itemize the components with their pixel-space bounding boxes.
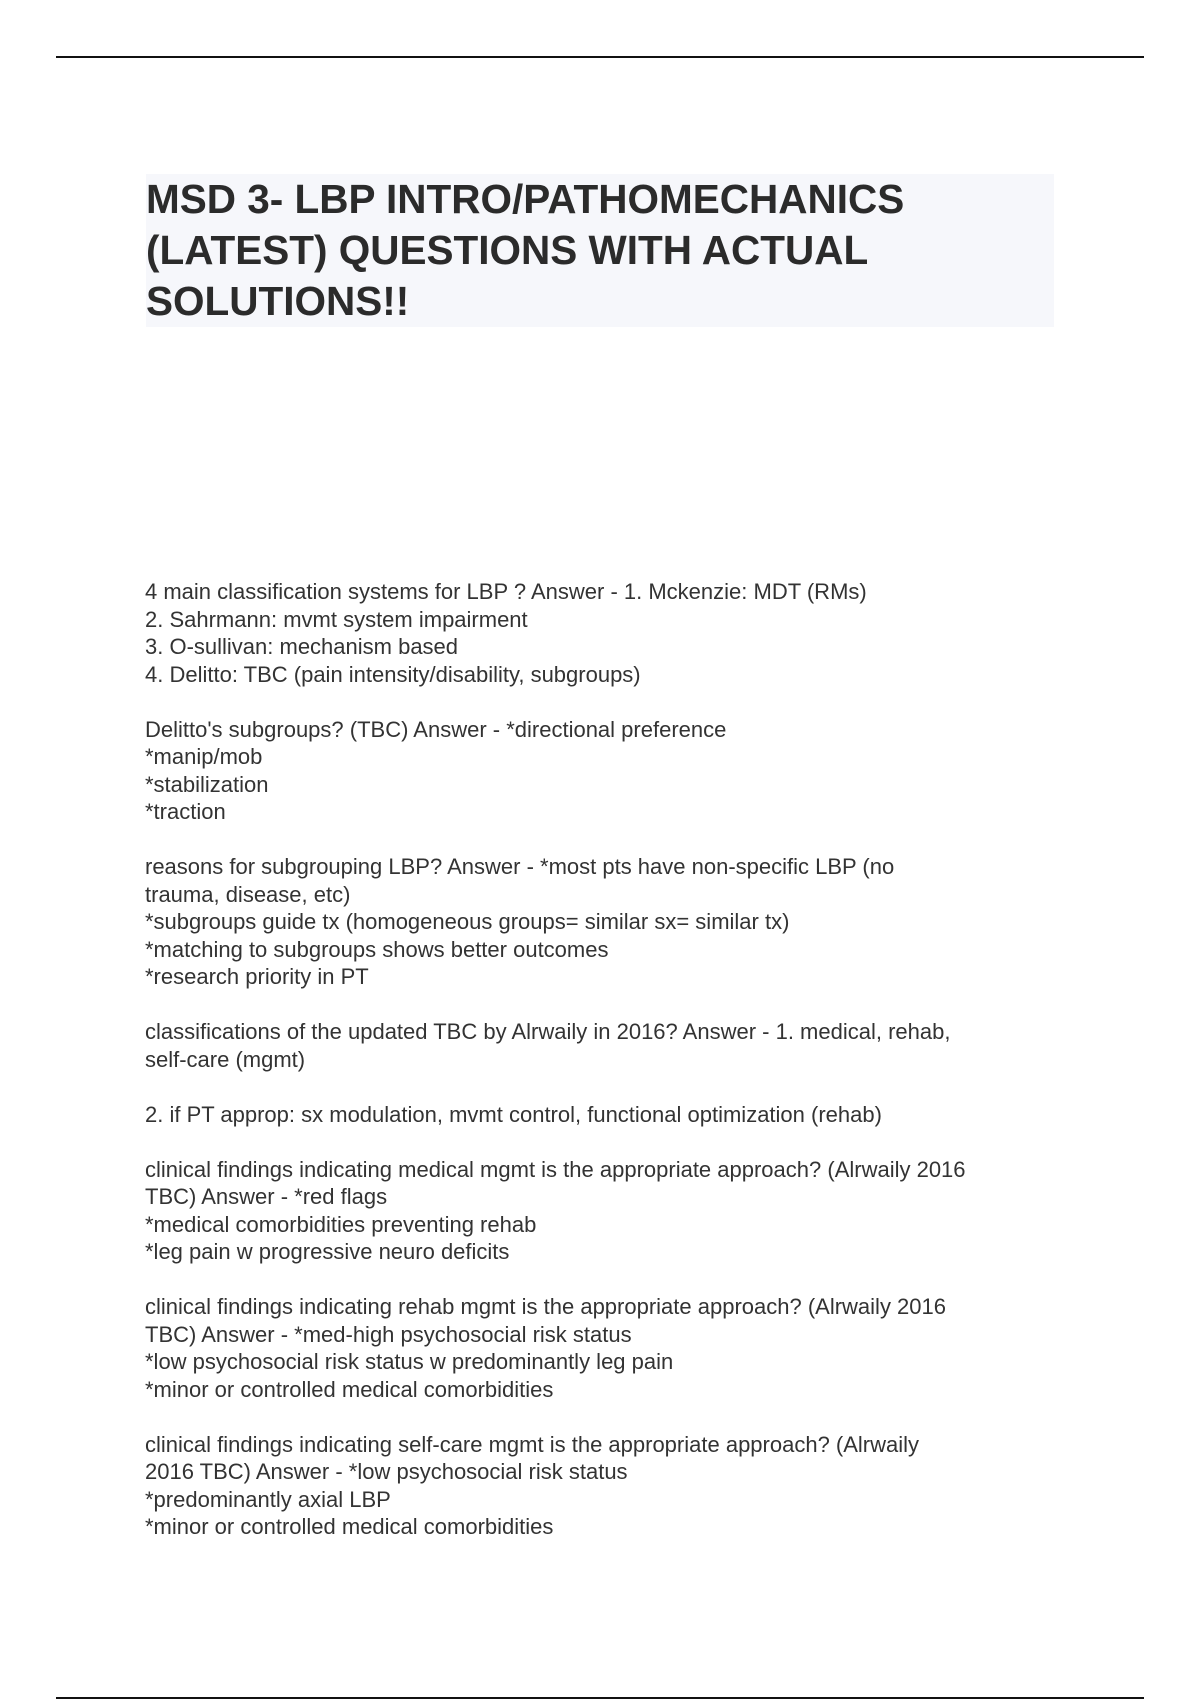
qa-line: *stabilization xyxy=(145,771,269,797)
qa-line: clinical findings indicating rehab mgmt is the appropriate approach? (Alrwaily 2016 xyxy=(145,1294,946,1319)
title-line: SOLUTIONS!! xyxy=(146,278,410,324)
qa-line: TBC) Answer - *red flags xyxy=(145,1184,388,1209)
qa-line: *traction xyxy=(145,799,226,824)
qa-line: *predominantly axial LBP xyxy=(145,1486,391,1512)
qa-line: trauma, disease, etc) xyxy=(145,881,351,907)
qa-line: clinical findings indicating medical mgmt is the appropriate approach? (Alrwaily 2016 xyxy=(145,1156,966,1182)
qa-item xyxy=(145,578,1085,688)
qa-line: *manip/mob xyxy=(145,744,263,769)
document-title xyxy=(146,174,1054,327)
qa-item xyxy=(145,1431,1085,1541)
qa-line: clinical findings indicating self-care mgmt is the appropriate approach? (Alrwaily xyxy=(145,1431,920,1457)
title-line: MSD 3- LBP INTRO/PATHOMECHANICS xyxy=(146,176,905,222)
qa-line: 4 main classification systems for LBP ? Answer - 1. Mckenzie: MDT (RMs) xyxy=(145,579,867,604)
qa-line: *subgroups guide tx (homogeneous groups= similar sx= similar tx) xyxy=(145,909,790,934)
qa-line: 2016 TBC) Answer - *low psychosocial risk status xyxy=(145,1459,628,1484)
qa-line: 2. if PT approp: sx modulation, mvmt control, functional optimization (rehab) xyxy=(145,1101,882,1127)
qa-item xyxy=(145,853,1085,991)
top-divider xyxy=(56,56,1144,58)
qa-line: *minor or controlled medical comorbidities xyxy=(145,1514,554,1539)
qa-item xyxy=(145,1293,1085,1403)
title-line: (LATEST) QUESTIONS WITH ACTUAL xyxy=(146,227,869,273)
qa-line: Delitto's subgroups? (TBC) Answer - *directional preference xyxy=(145,716,727,742)
qa-line: 2. Sahrmann: mvmt system impairment xyxy=(145,606,528,632)
qa-line: TBC) Answer - *med-high psychosocial risk status xyxy=(145,1321,632,1347)
qa-line: *matching to subgroups shows better outcomes xyxy=(145,936,609,962)
qa-line: classifications of the updated TBC by Alrwaily in 2016? Answer - 1. medical, rehab, xyxy=(145,1019,951,1044)
qa-item xyxy=(145,1018,1085,1073)
qa-item xyxy=(145,1101,1085,1129)
qa-line: 3. O-sullivan: mechanism based xyxy=(145,634,459,659)
bottom-divider xyxy=(56,1697,1144,1699)
qa-line: self-care (mgmt) xyxy=(145,1046,306,1072)
qa-line: 4. Delitto: TBC (pain intensity/disability, subgroups) xyxy=(145,661,641,687)
qa-item xyxy=(145,716,1085,826)
qa-line: *low psychosocial risk status w predominantly leg pain xyxy=(145,1349,674,1374)
qa-line: reasons for subgrouping LBP? Answer - *most pts have non-specific LBP (no xyxy=(145,854,895,879)
qa-line: *research priority in PT xyxy=(145,964,369,989)
qa-line: *minor or controlled medical comorbidities xyxy=(145,1376,554,1402)
qa-line: *leg pain w progressive neuro deficits xyxy=(145,1239,510,1264)
qa-list xyxy=(145,578,1085,1568)
qa-item xyxy=(145,1156,1085,1266)
qa-line: *medical comorbidities preventing rehab xyxy=(145,1211,537,1237)
